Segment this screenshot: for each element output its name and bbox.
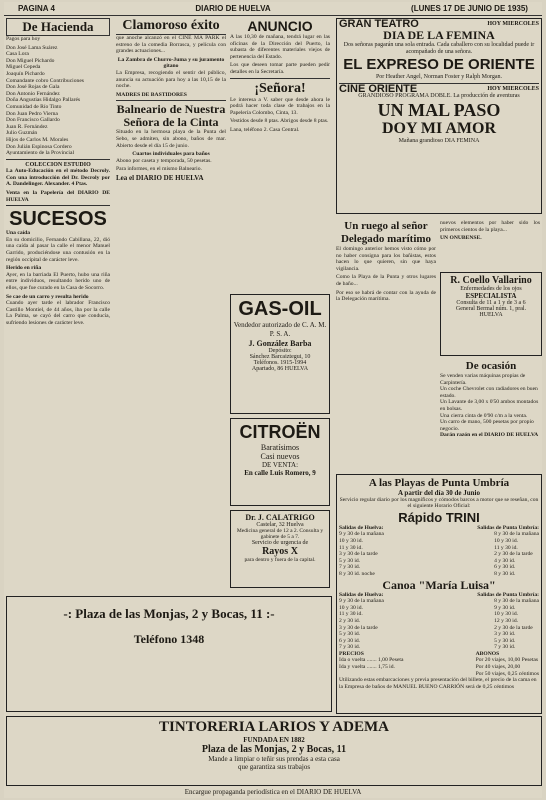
list-item: 6 y 30 id. bbox=[494, 564, 516, 571]
gasoil-dep: Depósito: bbox=[268, 348, 292, 354]
ocasion-col bbox=[440, 360, 542, 470]
playas-title: A las Playas de Punta Umbría bbox=[368, 477, 510, 489]
list-item: 3 y 30 id. bbox=[494, 631, 516, 638]
tintoreria-addr2: -: Plaza de las Monjas, 2 y Bocas, 11 :- bbox=[63, 606, 275, 621]
ocasion-list bbox=[440, 373, 542, 432]
list-item: 10 y 30 id. bbox=[339, 537, 363, 544]
senora-p3: Lana, teléfono 2. Casa Central. bbox=[230, 126, 300, 133]
balneario-p3: Para informes, en el mismo Balneario. bbox=[116, 166, 202, 173]
list-item: Un coche Chevrolet con radiadores en buen estado. bbox=[440, 386, 538, 399]
maria-hdr-punta: Salidas de Punta Umbría: bbox=[477, 591, 539, 598]
abono-list bbox=[476, 657, 539, 677]
list-item: Una cierra cinta de 0'90 c/m a la venta. bbox=[440, 412, 528, 419]
list-item: 7 y 30 id. bbox=[494, 644, 516, 651]
footer-note: Encargue propaganda periodística en el DIARIO DE HUELVA bbox=[184, 788, 362, 796]
playas-precios: PRECIOS bbox=[339, 650, 364, 657]
list-item: Un carro de mano, 500 pesetas por propio negocio. bbox=[440, 419, 534, 432]
list-item: Ayuntamiento de la Provincial bbox=[6, 150, 74, 157]
sucesos-p2: Ayer, en la barriada El Puerto, hubo una riña entre individuos, resultando herido uno de ellos, que fue curado en la Casa de Socorro. bbox=[6, 271, 110, 291]
list-item: 12 y 30 id. bbox=[494, 617, 519, 624]
citroen-l2: Casi nuevos bbox=[260, 452, 300, 461]
hacienda-intro: Pagos para hoy bbox=[6, 36, 41, 42]
list-item: Don Juan Pedro Vierna bbox=[6, 110, 58, 117]
gasoil-addr: Sánchez Barcaiztegui, 10 bbox=[249, 354, 311, 360]
column-2 bbox=[116, 18, 226, 592]
trini-punta-list bbox=[494, 531, 539, 577]
gasoil-ad bbox=[230, 294, 330, 414]
list-item: Comunidad de Río Tinto bbox=[6, 103, 62, 110]
list-item: Don José Rojas de Gala bbox=[6, 84, 60, 91]
citroen-ad bbox=[230, 418, 330, 506]
tintoreria-slogan1: Mande a limpiar o teñir sus prendas a esta casa bbox=[208, 755, 340, 763]
list-item: Don Francisco Gallardo bbox=[6, 117, 60, 124]
playas-idavuelta: Ida y vuelta ....... 1,75 id. bbox=[339, 664, 395, 671]
trini-hdr-huelva: Salidas de Huelva: bbox=[339, 524, 384, 531]
teatro-film2: EL EXPRESO DE ORIENTE bbox=[343, 56, 535, 73]
gasoil-apt: Apartado, 86 HUELVA bbox=[251, 366, 309, 372]
list-item: Miguel Cepeda bbox=[6, 64, 41, 71]
list-item: 9 y 30 de la mañana bbox=[339, 531, 384, 538]
list-item: 3 y 30 de la tarde bbox=[339, 624, 378, 631]
list-item: Doña Angustias Hidalgo Pallarés bbox=[6, 97, 81, 104]
colecta-sale: Venta en la Papelería del DIARIO DE HUELVA bbox=[6, 190, 110, 203]
tintoreria-founded: FUNDADA EN 1882 bbox=[243, 736, 305, 744]
clamoroso-footer: MADRES DE BASTIDORES bbox=[116, 91, 187, 98]
colecta-title: COLECCION ESTUDIO bbox=[25, 161, 91, 168]
teatro-date: HOY MIERCOLES bbox=[487, 21, 539, 27]
gasoil-title: GAS-OIL bbox=[238, 298, 322, 320]
calatrigo-title: Dr. J. CALATRIGO bbox=[245, 513, 315, 522]
list-item: 11 y 30 id. bbox=[339, 611, 363, 618]
balneario-p2: Abono por caseta y temporada, 50 pesetas. bbox=[116, 157, 212, 164]
tintoreria-addr-ad bbox=[6, 596, 332, 712]
list-item: 8 y 30 de la mañana bbox=[494, 598, 539, 605]
hacienda-list bbox=[6, 45, 110, 157]
calatrigo-hours: Medicina general de 12 a 2. Consulta y gabinete de 5 a 7. bbox=[236, 528, 324, 540]
coello-addr: General Bermal núm. 1, pral. bbox=[455, 306, 527, 312]
citroen-l3: DE VENTA: bbox=[261, 461, 299, 469]
list-item: Comandante cobro Contribuciones bbox=[6, 77, 84, 84]
list-item: 5 y 30 id. bbox=[339, 631, 361, 638]
list-item: 7 y 30 id. bbox=[339, 644, 361, 651]
list-item: 5 y 30 id. bbox=[494, 637, 516, 644]
playas-boat1: Rápido TRINI bbox=[398, 509, 480, 525]
balneario-title: Balneario de Nuestra Señora de la Cinta bbox=[116, 102, 226, 130]
calatrigo-rayos: Rayos X bbox=[262, 546, 298, 557]
list-item: Juan R. Fernández bbox=[6, 123, 48, 130]
teatro-date2: HOY MIERCOLES bbox=[487, 86, 539, 92]
teatro-matinee: Mañana grandioso DIA FEMINA bbox=[398, 138, 480, 144]
coello-title: R. Coello Vallarino bbox=[450, 275, 532, 286]
list-item: Se venden varias máquinas propias de Carpintería. bbox=[440, 373, 526, 386]
list-item: 8 y 30 id. bbox=[494, 570, 516, 577]
list-item: 10 y 30 id. bbox=[339, 604, 363, 611]
playas-boat2: Canoa "María Luisa" bbox=[382, 577, 496, 592]
trini-hdr-punta: Salidas de Punta Umbría: bbox=[477, 524, 539, 531]
coello-city: HUELVA bbox=[479, 312, 503, 318]
playas-date: A partir del día 30 de Junio bbox=[398, 489, 480, 497]
list-item: Don José Lama Suárez bbox=[6, 44, 58, 51]
senora-title: ¡Señora! bbox=[254, 80, 306, 96]
tintoreria-ad bbox=[6, 716, 542, 786]
teatro-cine: CINE ORIENTE bbox=[339, 83, 418, 95]
playas-p1: Servicio regular diario por los magníficos y cómodos barcos a motor que se reseñan, con el siguiente Horario Oficial: bbox=[339, 496, 539, 510]
balneario-h1: Cuartos individuales para baños bbox=[132, 151, 210, 158]
maria-punta-list bbox=[494, 598, 539, 651]
sucesos-footer: Lea el DIARIO DE HUELVA bbox=[116, 173, 204, 182]
balneario-p1: Situado en la hermosa playa de la Punta del Sebo, se admiten, sin abono, baños de mar. Abierto desde el día 15 de junio. bbox=[116, 129, 226, 149]
ruego-p1: El domingo anterior hemos visto cómo por no haber consigna para los bañistas, estos hacen lo que quieren, sin que haya vigilancia. bbox=[336, 246, 436, 272]
playas-note: Utilizando estas embarcaciones y previa presentación del billete, el precio de la cama en la Empresa de baños de MANUEL BUENO CARRIÓN será de 0,25 céntimos bbox=[339, 677, 537, 690]
list-item: 2 y 30 de la tarde bbox=[494, 551, 533, 558]
list-item: 10 y 30 id. bbox=[494, 611, 519, 618]
ruego-title: Un ruego al señor Delegado marítimo bbox=[340, 220, 432, 245]
list-item: Casa Lora bbox=[6, 51, 29, 58]
list-item: 8 y 30 de la mañana bbox=[494, 531, 539, 538]
sucesos-p1: En su domicilio, Fernando Cabillana, 22, dió una caída al pasar la calle el menor Manuel Garrido, produciéndose una contusión en la región occipital de carácter leve. bbox=[6, 236, 110, 263]
list-item: 11 y 30 id. bbox=[339, 544, 363, 551]
onubense-p1: nuevos elementos por haber sido los primeros cientos de la playa... bbox=[440, 220, 540, 233]
gasoil-sub: Vendedor autorizado de C. A. M. P. S. A. bbox=[233, 321, 327, 338]
calatrigo-addr: Castelar, 32 Huelva bbox=[256, 522, 304, 528]
anuncio-p1: A las 10,30 de mañana, tendrá lugar en las oficinas de la Dirección del Puerto, la subasta de diferentes materiales viejos de pertenencia del Estado. bbox=[230, 34, 330, 60]
header-title: DIARIO DE HUELVA bbox=[195, 4, 271, 13]
playas-ida: Ida o vuelta ....... 1,00 Peseta bbox=[339, 657, 404, 664]
header-date: (LUNES 17 DE JUNIO DE 1935) bbox=[411, 4, 528, 13]
anuncio-title: ANUNCIO bbox=[247, 18, 313, 34]
list-item: 6 y 30 id. bbox=[339, 637, 361, 644]
sucesos-h3: Se cae de un carro y resulta herido bbox=[6, 293, 89, 300]
list-item: 7 y 30 id. bbox=[339, 564, 361, 571]
list-item: Por 20 viajes, 10,00 Pesetas bbox=[475, 657, 539, 664]
citroen-l4: En calle Luis Romero, 9 bbox=[244, 469, 316, 477]
teatro-ad bbox=[336, 18, 542, 214]
calatrigo-ad bbox=[230, 510, 330, 588]
list-item: 2 y 30 id. bbox=[339, 617, 361, 624]
gasoil-tel: Teléfonos. 1915-1994 bbox=[253, 360, 307, 366]
tintoreria-addr: Plaza de las Monjas, 2 y Bocas, 11 bbox=[201, 744, 347, 755]
citroen-l1: Baratísimos bbox=[260, 443, 300, 452]
list-item: 5 y 30 id. bbox=[339, 557, 361, 564]
playas-ad bbox=[336, 474, 542, 714]
list-item: 4 y 30 id. bbox=[494, 557, 516, 564]
teatro-title: GRAN TEATRO bbox=[339, 18, 419, 30]
teatro-film3: UN MAL PASO bbox=[377, 100, 501, 120]
playas-abonos: ABONOS bbox=[475, 650, 500, 657]
column-1 bbox=[6, 18, 110, 592]
teatro-film: DIA DE LA FEMINA bbox=[383, 28, 495, 42]
sucesos-p3: Cuando ayer tarde el labrador Francisco Castillo Montiel, de 44 años, iba por la calle La Palma, se cayó del carro que conducía, sufriendo lesiones de carácter leve. bbox=[6, 300, 110, 326]
onubense-col bbox=[440, 220, 540, 268]
list-item: 2 y 30 de la tarde bbox=[494, 624, 533, 631]
ruego-p3: Por eso se habrá de contar con la ayuda de la Delegación marítima. bbox=[336, 289, 436, 303]
citroen-title: CITROËN bbox=[239, 422, 321, 442]
coello-esp: ESPECIALISTA bbox=[465, 292, 517, 300]
sucesos-title: SUCESOS bbox=[9, 208, 107, 231]
ocasion-info: Darán razón en el DIARIO DE HUELVA bbox=[440, 432, 539, 439]
list-item: Joaquín Pichardo bbox=[6, 70, 45, 77]
tintoreria-slogan2: que garantiza sus trabajos bbox=[237, 763, 311, 771]
clamoroso-title: Clamoroso éxito bbox=[116, 18, 226, 35]
teatro-p1: Dos señoras pagarán una sola entrada. Cada caballero con su localidad puede ir acompañado de una señora. bbox=[343, 42, 535, 55]
calatrigo-serv: Servicio de urgencia de bbox=[251, 540, 309, 546]
maria-hdr-huelva: Salidas de Huelva: bbox=[339, 591, 384, 598]
page-header bbox=[4, 2, 542, 16]
sucesos-h2: Herido en riña bbox=[6, 265, 42, 272]
clamoroso-h1: La Zambra de Churro-Juma y su juramento gitano bbox=[117, 56, 225, 70]
ruego-p2: Como la Playa de la Punta y otros lugares de baño... bbox=[336, 274, 436, 287]
calatrigo-note: para dentro y fuera de la capital. bbox=[244, 557, 316, 563]
list-item: 9 y 30 id. bbox=[494, 604, 516, 611]
list-item: 3 y 30 de la tarde bbox=[339, 551, 378, 558]
colecta-text: La Auto-Educación en el método Decroly. Con una introducción del Dr. Decroly por A. Dandelinger. Alexander. 4 Ptas. bbox=[6, 168, 110, 188]
tintoreria-title: TINTORERIA LARIOS Y ADEMA bbox=[159, 719, 389, 735]
coello-cons: Consulta de 11 a 1 y de 3 a 6 bbox=[456, 300, 526, 306]
tintoreria-tel: Teléfono 1348 bbox=[133, 632, 205, 646]
list-item: Por 50 viajes, 0,25 céntimos bbox=[475, 670, 539, 677]
list-item: 10 y 30 id. bbox=[494, 537, 519, 544]
list-item: Un Lavante de 3,00 x 0'50 ambos montados en bolsas. bbox=[440, 399, 539, 412]
list-item: 9 y 30 de la mañana bbox=[339, 598, 384, 605]
teatro-grand: GRANDIOSO PROGRAMA DOBLE. La producción de aventuras bbox=[358, 93, 520, 99]
senora-p2: Vestidos desde 8 ptas. Abrigos desde 8 ptas. bbox=[230, 118, 329, 125]
clamoroso-p2: La Empresa, recogiendo el sentir del público, anuncia su actuación para hoy a las 10,15 de la noche. bbox=[116, 69, 226, 90]
senora-p1: Le interesa a V. saber que desde ahora le podrá hacer toda clase de trabajos en la Papelería Colombo, Cinta, 13. bbox=[230, 96, 330, 116]
anuncio-p2: Los que deseen tomar parte pueden pedir detalles en la Secretaría. bbox=[230, 62, 330, 75]
coello-sub: Enfermedades de los ojos bbox=[460, 286, 522, 292]
list-item: Don Miguel Pichardo bbox=[6, 57, 55, 64]
gasoil-name: J. González Barba bbox=[248, 339, 312, 348]
maria-huelva-list bbox=[339, 598, 384, 651]
hacienda-title: De Hacienda bbox=[6, 18, 110, 36]
header-page: PAGINA 4 bbox=[18, 4, 55, 13]
list-item: Por 40 viajes, 20,00 bbox=[475, 664, 521, 671]
newspaper-page bbox=[4, 2, 542, 798]
clamoroso-p1: que anoche alcanzó en el CINE MA PARK el estreno de la comedia Borrasca, y película con grandes actuaciones... bbox=[116, 35, 226, 55]
onubense-sig: UN ONUBENSE. bbox=[440, 235, 482, 242]
trini-huelva-list bbox=[339, 531, 384, 577]
coello-ad bbox=[440, 272, 542, 356]
ruego-col bbox=[336, 220, 436, 420]
list-item: Don Julián Espinosa Cordero bbox=[6, 143, 72, 150]
list-item: Julio Guzmán bbox=[6, 130, 38, 137]
teatro-cast: Por Heather Angel, Norman Foster y Ralph Morgan. bbox=[375, 74, 503, 80]
teatro-doy: DOY MI AMOR bbox=[381, 120, 497, 137]
list-item: Don Antonio Fernández bbox=[6, 90, 60, 97]
list-item: 11 y 30 id. bbox=[494, 544, 518, 551]
ocasion-title: De ocasión bbox=[465, 360, 517, 372]
list-item: Hijos de Carlos M. Morales bbox=[6, 136, 69, 143]
sucesos-h1: Una caída bbox=[6, 230, 31, 237]
list-item: 8 y 30 id. noche bbox=[339, 570, 375, 577]
